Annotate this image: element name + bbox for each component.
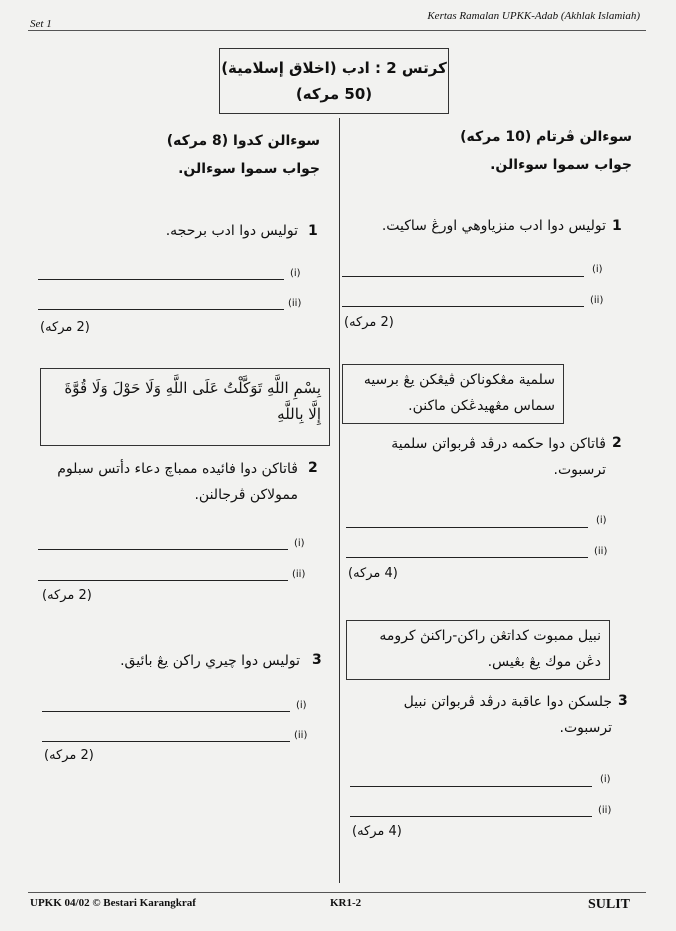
footer-code: UPKK 04/02 © Bestari Karangkraf [30, 897, 196, 909]
paper-title: Kertas Ramalan UPKK-Adab (Akhlak Islamiah) [427, 10, 640, 22]
left-q3-answer-line-i[interactable] [42, 711, 290, 712]
left-section-instruction: جواب سموا سوءالن. [178, 161, 320, 177]
column-divider [339, 118, 340, 883]
left-q3-number: 3 [312, 652, 322, 668]
paper-title-marks: (50 مركه) [295, 85, 373, 103]
right-q1-answer-line-ii[interactable] [342, 306, 584, 307]
right-q3-answer-line-i[interactable] [350, 786, 592, 787]
left-section-heading: سوءالن كدوا (8 مركه) [166, 133, 320, 149]
right-q2-number: 2 [612, 435, 622, 451]
right-q3-number: 3 [618, 693, 628, 709]
right-q1-number: 1 [612, 218, 622, 234]
paper-title-box [219, 48, 449, 114]
left-q2-answer-line-ii[interactable] [38, 580, 288, 581]
right-q3-roman-i: (i) [600, 774, 611, 785]
right-q3-roman-ii: (ii) [598, 805, 612, 816]
right-q3-marks: (4 مركه) [352, 824, 402, 839]
left-q3-marks: (2 مركه) [44, 748, 94, 763]
left-q1-answer-line-i[interactable] [38, 279, 284, 280]
left-q3-roman-ii: (ii) [294, 730, 308, 741]
left-q1-answer-line-ii[interactable] [38, 309, 284, 310]
left-q1-marks: (2 مركه) [40, 320, 90, 335]
left-q1-roman-i: (i) [290, 268, 301, 279]
right-q1-marks: (2 مركه) [344, 315, 394, 330]
right-q2-marks: (4 مركه) [348, 566, 398, 581]
footer-page-number: KR1-2 [330, 897, 362, 909]
right-scenario-box-3: نبيل ممبوت كداتڠن راكن-راكنڽ كرومه دڠن موك يڠ بڠيس. [346, 620, 610, 680]
left-q3-answer-line-ii[interactable] [42, 741, 290, 742]
footer-status: SULIT [587, 897, 630, 912]
right-section-heading: سوءالن ڤرتام (10 مركه) [460, 129, 632, 145]
left-q2-answer-line-i[interactable] [38, 549, 288, 550]
left-q1-roman-ii: (ii) [288, 298, 302, 309]
right-q3-text: جلسكن دوا عاقبة درڤد ڤربواتن نبيل ترسبوت. [403, 694, 612, 736]
left-q1-text: توليس دوا ادب برحجه. [165, 223, 298, 239]
right-section-instruction: جواب سموا سوءالن. [490, 157, 632, 173]
right-q2-roman-i: (i) [596, 515, 607, 526]
right-q1-text: توليس دوا ادب منزياوهي اورڠ ساكيت. [381, 218, 606, 234]
right-q1-roman-i: (i) [592, 264, 603, 275]
left-q2-number: 2 [308, 460, 318, 476]
left-q1-number: 1 [308, 223, 318, 239]
header-rule [28, 30, 646, 31]
left-q2-roman-i: (i) [294, 538, 305, 549]
right-q2-answer-line-i[interactable] [346, 527, 588, 528]
right-q2-text: ڤاتاكن دوا حكمه درڤد ڤربواتن سلمية ترسبوت. [391, 436, 606, 478]
set-label: Set 1 [30, 18, 52, 30]
paper-title-line1: كرتس 2 : ادب (اخلاق إسلامية) [221, 59, 447, 77]
left-q3-roman-i: (i) [296, 700, 307, 711]
left-q2-text: ڤاتاكن دوا فائيده ممباچ دعاء دأتس سبلوم ممولاكن ڤرجالنن. [57, 461, 298, 503]
footer-rule [28, 892, 646, 893]
right-scenario-box-2: سلمية مڠكوناكن ڤيڠكن يڠ برسيه سماس مڠهيدڠكن ماكنن. [342, 364, 564, 424]
left-doa-box: بِسْمِ اللَّهِ تَوَكَّلْتُ عَلَى اللَّهِ وَلَا حَوْلَ وَلَا قُوَّةَ إِلَّا بِاللَّهِ [40, 368, 330, 446]
right-q3-answer-line-ii[interactable] [350, 816, 592, 817]
right-q1-answer-line-i[interactable] [342, 276, 584, 277]
left-q2-roman-ii: (ii) [292, 569, 306, 580]
left-q3-text: توليس دوا چيري راكن يڠ بائيق. [120, 653, 300, 669]
left-q2-marks: (2 مركه) [42, 588, 92, 603]
right-q2-answer-line-ii[interactable] [346, 557, 588, 558]
right-q2-roman-ii: (ii) [594, 546, 608, 557]
right-q1-roman-ii: (ii) [590, 295, 604, 306]
